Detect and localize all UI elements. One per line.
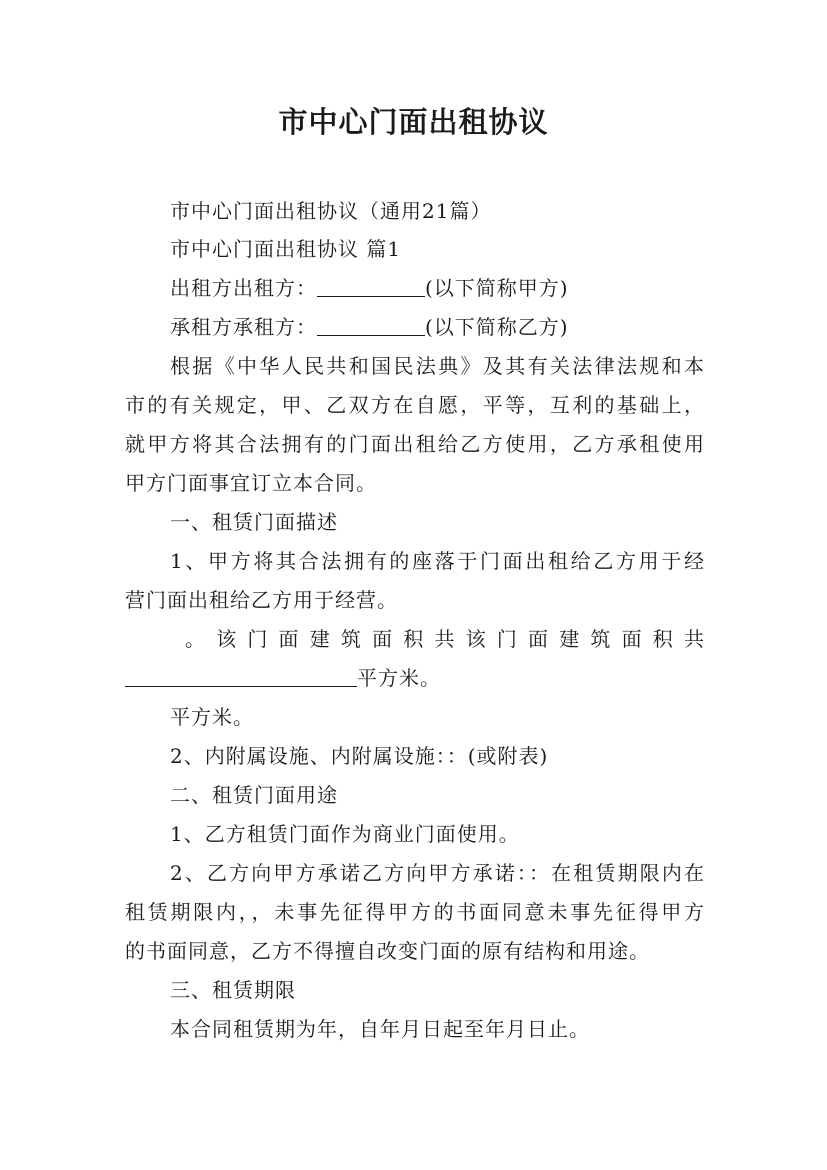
section-1-area-line-1: 。该门面建筑面积共该门面建筑面积共 [185,627,705,651]
area-blank [125,668,357,687]
section-2-item-2-line-2: 租赁期限内，，未事先征得甲方的书面同意未事先征得甲方 [125,900,705,924]
lessor-line [170,268,705,308]
lessor-label: 出租方出租方： [170,276,317,300]
section-3-text: 本合同租赁期为年，自年月日起至年月日止。 [170,1017,590,1041]
section-1-item-2: 2、内附属设施、内附属设施：：(或附表) [170,744,549,768]
section-1-item-1-line-2: 营门面出租给乙方用于经营。 [125,588,398,612]
section-1-area-line-2 [125,658,705,698]
lessor-suffix: (以下简称甲方) [425,276,569,300]
section-2-item-1: 1、乙方租赁门面作为商业门面使用。 [170,822,520,846]
intro-line-4: 甲方门面事宜订立本合同。 [125,471,377,495]
intro-line-2: 市的有关规定，甲、乙双方在自愿，平等，互利的基础上， [125,393,705,417]
section-2-heading: 二、租赁门面用途 [170,783,338,807]
document-title: 市中心门面出租协议 [278,105,549,139]
subtitle-line: 市中心门面出租协议（通用21篇） [170,199,492,223]
lessee-label: 承租方承租方： [170,315,317,339]
area-suffix: 平方米。 [357,666,441,690]
section-1-heading: 一、租赁门面描述 [170,510,338,534]
lessee-blank [317,317,425,336]
section-2-item-2-line-3: 的书面同意，乙方不得擅自改变门面的原有结构和用途。 [125,939,650,963]
lessor-blank [317,278,425,297]
lessee-line [170,307,705,347]
chapter-heading: 市中心门面出租协议 篇1 [170,237,402,261]
intro-line-1: 根据《中华人民共和国民法典》及其有关法律法规和本 [170,354,705,378]
lessee-suffix: (以下简称乙方) [425,315,569,339]
section-1-item-1-line-1: 1、甲方将其合法拥有的座落于门面出租给乙方用于经 [170,549,705,573]
intro-line-3: 就甲方将其合法拥有的门面出租给乙方使用，乙方承租使用 [125,432,705,456]
section-1-area-line-3: 平方米。 [170,705,254,729]
section-3-heading: 三、租赁期限 [170,978,296,1002]
section-2-item-2-line-1: 2、乙方向甲方承诺乙方向甲方承诺：：在租赁期限内在 [170,861,705,885]
